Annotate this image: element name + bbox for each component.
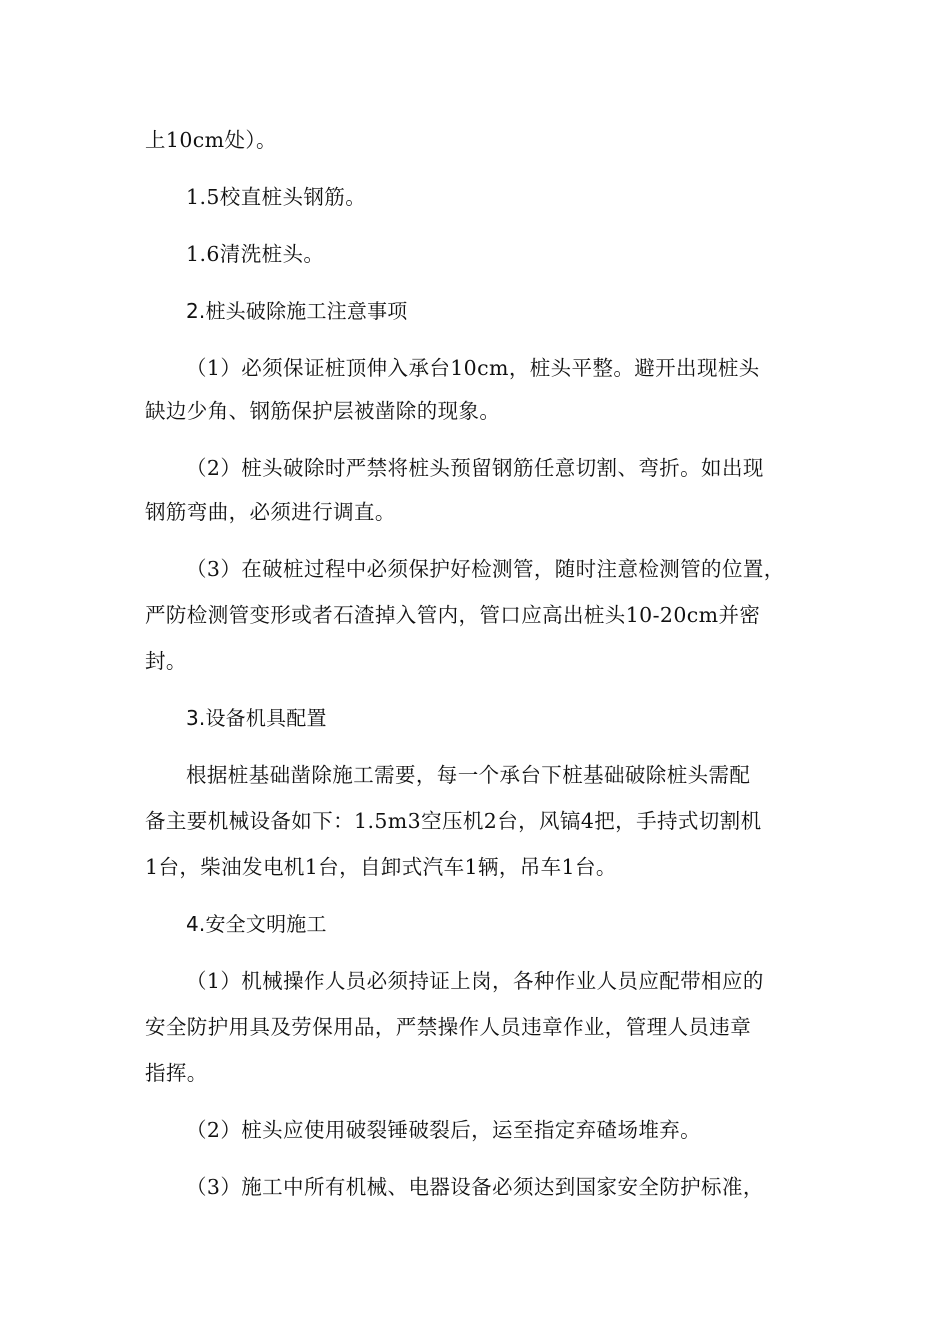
step-item: 1.6清洗桩头。	[186, 242, 325, 266]
paragraph-line: （1）机械操作人员必须持证上岗，各种作业人员应配带相应的	[186, 969, 764, 993]
section-heading: 3.设备机具配置	[186, 706, 327, 730]
paragraph-line: 备主要机械设备如下：1.5m3空压机2台，风镐4把，手持式切割机	[145, 809, 762, 833]
paragraph-line: （2）桩头应使用破裂锤破裂后，运至指定弃碴场堆弃。	[186, 1118, 702, 1142]
paragraph-line: 严防检测管变形或者石渣掉入管内，管口应高出桩头10-20cm并密	[145, 603, 761, 627]
paragraph-line: （3）在破桩过程中必须保护好检测管，随时注意检测管的位置，	[186, 557, 785, 581]
section-heading: 2.桩头破除施工注意事项	[186, 299, 408, 323]
paragraph-line: 缺边少角、钢筋保护层被凿除的现象。	[145, 399, 501, 423]
paragraph-line: 指挥。	[145, 1061, 208, 1085]
paragraph-line: （3）施工中所有机械、电器设备必须达到国家安全防护标准，	[186, 1175, 764, 1199]
paragraph-line: 安全防护用具及劳保用品，严禁操作人员违章作业，管理人员违章	[145, 1015, 752, 1039]
paragraph-line: （2）桩头破除时严禁将桩头预留钢筋任意切割、弯折。如出现	[186, 456, 764, 480]
paragraph-line: 封。	[145, 649, 187, 673]
paragraph-line: 上10cm处）。	[145, 128, 277, 152]
paragraph-line: 1台，柴油发电机1台，自卸式汽车1辆，吊车1台。	[145, 855, 617, 879]
step-item: 1.5校直桩头钢筋。	[186, 185, 367, 209]
paragraph-line: （1）必须保证桩顶伸入承台10cm，桩头平整。避开出现桩头	[186, 356, 760, 380]
section-heading: 4.安全文明施工	[186, 912, 327, 936]
paragraph-line: 根据桩基础凿除施工需要，每一个承台下桩基础破除桩头需配	[186, 763, 751, 787]
paragraph-line: 钢筋弯曲，必须进行调直。	[145, 500, 396, 524]
